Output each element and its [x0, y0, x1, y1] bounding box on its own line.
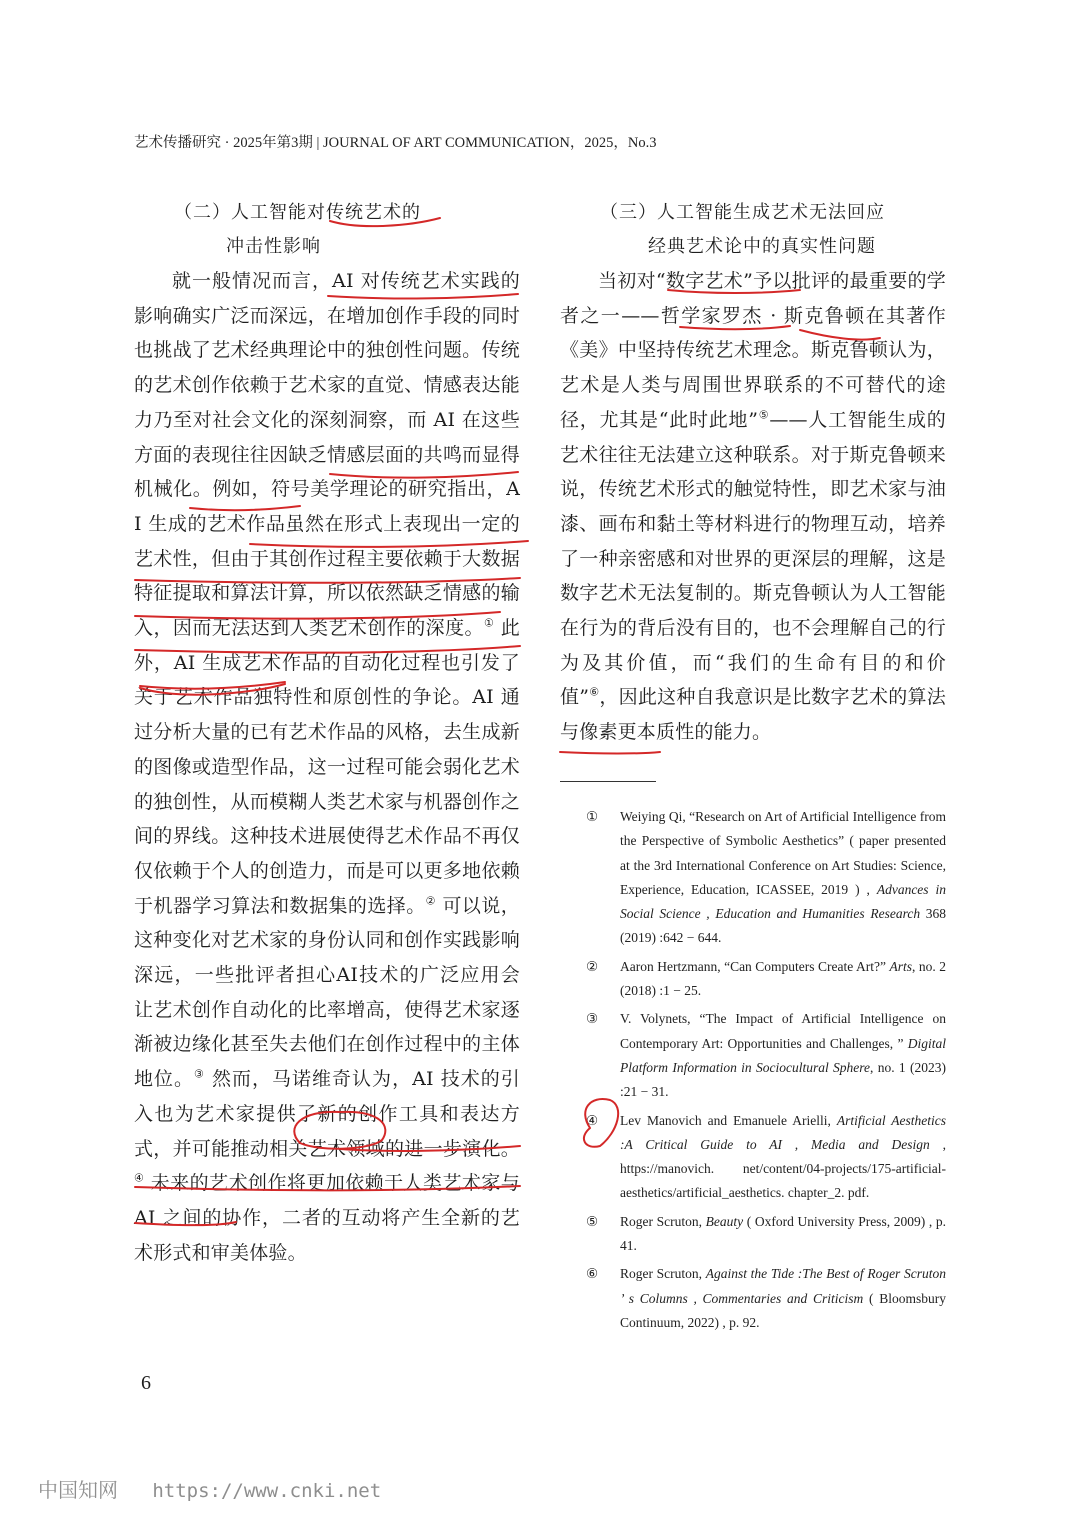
footnote-text: , no. 1 (2023) :21 − 31. — [620, 1059, 946, 1100]
footnote-3 — [586, 1007, 946, 1104]
footnote-title: Artificial Aesthetics :A Critical Guide to AI , Media and Design — [620, 1112, 947, 1152]
footnote-title: Digital Platform Information in Sociocultural Sphere — [620, 1035, 946, 1075]
section-heading-3-line2: 经典艺术论中的真实性问题 — [648, 236, 876, 257]
paragraph-text: 此外，AI 生成艺术作品的自动化过程也引发了关于艺术作品独特性和原创性的争论。AI 通过分析大量的已有艺术作品的风格，去生成新的图像或造型作品，这一过程可能会弱化艺术的独创性，从而模糊人类艺术家与机器创作之间的界线。这种技术进展使得艺术作品不再仅仅依赖于个人的创造力，而是可以更多地依赖于机器学习算法和数据集的选择。 — [134, 617, 520, 917]
footnote-text: Roger Scruton, — [620, 1266, 706, 1282]
body-paragraph-right — [560, 264, 946, 750]
footnote-title: Against the Tide :The Best of Roger Scruton ’ s Columns , Commentaries and Criticism — [620, 1266, 946, 1306]
paragraph-text: 当初对“数字艺术”予以批评的最重要的学者之一——哲学家罗杰 · 斯克鲁顿在其著作《美》中坚持传统艺术理念。斯克鲁顿认为，艺术是人类与周围世界联系的不可替代的途径，尤其是“此时此地” — [560, 270, 946, 431]
footnote-text: , https://manovich. net/content/04-projects/175-artificial-aesthetics/artificial_aesthetics. chapter_2. pdf. — [620, 1136, 947, 1201]
paragraph-text: 然而，马诺维奇认为，AI 技术的引入也为艺术家提供了新的创作工具和表达方式，并可能推动相关艺术领域的进一步演化。 — [134, 1068, 520, 1160]
footnote-number: ② — [586, 958, 599, 974]
section-heading-2-line1: （二）人工智能对传统艺术的 — [174, 202, 421, 223]
underline-stroke — [560, 752, 660, 754]
footnote-text: 368 (2019) :642 − 644. — [620, 906, 946, 946]
footnote-number: ④ — [586, 1112, 599, 1128]
footnote-1 — [586, 805, 946, 951]
footnote-number: ① — [586, 809, 599, 824]
footnote-ref-4[interactable]: ④ — [134, 1171, 145, 1185]
paragraph-text: 可以说，这种变化对艺术家的身份认同和创作实践影响深远，一些批评者担心AI技术的广泛应用会让艺术创作自动化的比率增高，使得艺术家逐渐被边缘化甚至失去他们在创作过程中的主体地位。 — [134, 894, 520, 1091]
footnote-number: ⑤ — [586, 1213, 599, 1229]
footnote-text: Aaron Hertzmann, “Can Computers Create Art?” — [620, 958, 890, 974]
footnote-text: ( Bloomsbury Continuum, 2022) , p. 92. — [620, 1290, 946, 1330]
footnotes — [586, 805, 946, 1339]
body-paragraph-left — [134, 264, 520, 1270]
footnote-ref-6[interactable]: ⑥ — [589, 686, 600, 700]
footnote-text: Roger Scruton, — [620, 1213, 706, 1229]
footnote-text: V. Volynets, “The Impact of Artificial Intelligence on Contemporary Art: Opportunities and Challenges, ” — [620, 1011, 946, 1051]
footnote-title: Advances in Social Science , Education and Humanities Research — [620, 881, 946, 922]
paragraph-text: ——人工智能生成的艺术往往无法建立这种联系。对于斯克鲁顿来说，传统艺术形式的触觉特性，即艺术家与油漆、画布和黏土等材料进行的物理互动，培养了一种亲密感和对世界的更深层的理解，这是数字艺术无法复制的。斯克鲁顿认为人工智能在行为的背后没有目的，也不会理解自己的行为及其价值，而“我们的生命有目的和价值” — [560, 408, 946, 709]
right-column — [560, 196, 946, 750]
left-column — [134, 196, 520, 1270]
paragraph-text: 未来的艺术创作将更加依赖于人类艺术家与 AI 之间的协作，二者的互动将产生全新的艺术形式和审美体验。 — [134, 1172, 520, 1264]
footnote-text: Lev Manovich and Emanuele Arielli, — [620, 1112, 837, 1128]
footnote-ref-2[interactable]: ② — [425, 894, 436, 908]
footnote-ref-5[interactable]: ⑤ — [758, 408, 770, 422]
footnote-title: Beauty — [705, 1213, 744, 1229]
cnki-watermark — [38, 1474, 381, 1503]
paragraph-text: ，因此这种自我意识是比数字艺术的算法与像素更本质性的能力。 — [560, 686, 946, 744]
footnote-2 — [586, 955, 946, 1004]
running-head: 艺术传播研究 · 2025年第3期 | JOURNAL OF ART COMMUNICATION，2025，No.3 — [134, 135, 657, 151]
footnote-ref-3[interactable]: ③ — [194, 1067, 205, 1081]
footnote-6 — [586, 1262, 946, 1335]
footnote-text: , no. 2 (2018) :1 − 25. — [620, 958, 947, 999]
footnote-text: Weiying Qi, “Research on Art of Artificial Intelligence from the Perspective of Symbolic Aesthetics” ( paper presented at the 3rd International Conference on Art Studies: Science, Experience, Education, ICASSEE, 2019 ) , — [620, 809, 946, 897]
footnote-title: Arts — [889, 958, 913, 974]
footnote-number: ③ — [586, 1011, 599, 1027]
watermark-url[interactable]: https://www.cnki.net — [152, 1480, 382, 1502]
section-heading-2-line2: 冲击性影响 — [226, 236, 321, 257]
footnote-4 — [586, 1109, 946, 1206]
watermark-logo: 中国知网 — [38, 1478, 118, 1502]
footnote-ref-1[interactable]: ① — [484, 616, 495, 630]
paragraph-text: 就一般情况而言，AI 对传统艺术实践的影响确实广泛而深远，在增加创作手段的同时也挑战了艺术经典理论中的独创性问题。传统的艺术创作依赖于艺术家的直觉、情感表达能力乃至对社会文化的深刻洞察，而 AI 在这些方面的表现往往因缺乏情感层面的共鸣而显得机械化。例如，符号美学理论的研究指出，AI 生成的艺术作品虽然在形式上表现出一定的艺术性，但由于其创作过程主要依赖于大数据特征提取和算法计算，所以依然缺乏情感的输入，因而无法达到人类艺术创作的深度。 — [134, 270, 520, 640]
footnote-number: ⑥ — [586, 1266, 599, 1282]
footnote-divider — [560, 781, 656, 782]
section-heading-3-line1: （三）人工智能生成艺术无法回应 — [600, 202, 885, 223]
footnote-5 — [586, 1210, 946, 1259]
page-number: 6 — [141, 1372, 151, 1394]
footnote-text: ( Oxford University Press, 2009) , p. 41. — [620, 1213, 946, 1254]
